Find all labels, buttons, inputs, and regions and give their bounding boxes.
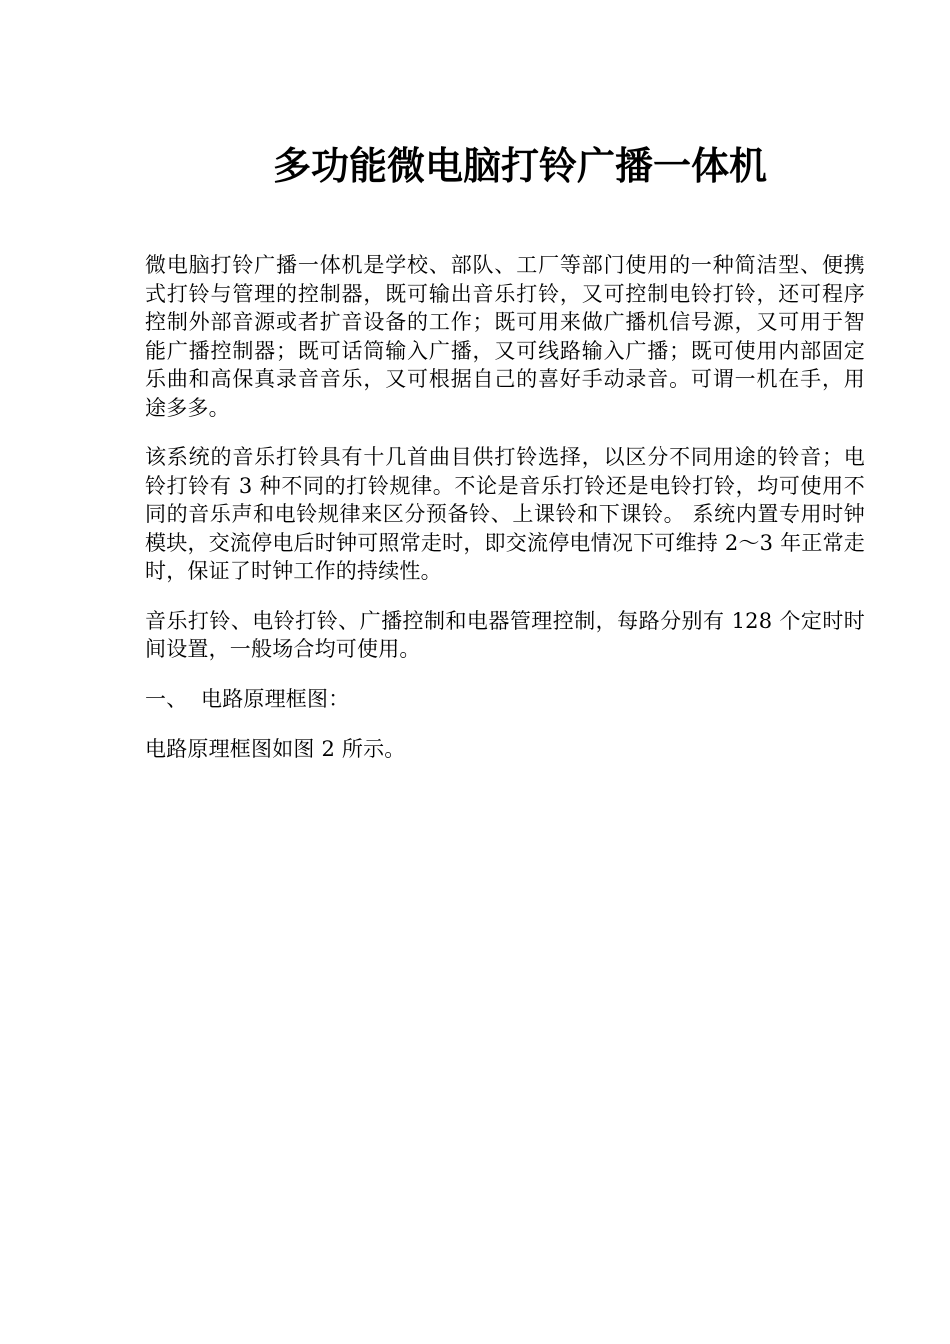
- paragraph-figure-reference: 电路原理框图如图 2 所示。: [145, 737, 406, 761]
- document-title: 多功能微电脑打铃广播一体机: [272, 143, 767, 188]
- section-heading: [145, 685, 865, 714]
- paragraph-intro: 微电脑打铃广播一体机是学校、部队、工厂等部门使用的一种简洁型、便携式打铃与管理的控制器，既可输出音乐打铃，又可控制电铃打铃，还可程序控制外部音源或者扩音设备的工作；既可用来做广播机信号源，又可用于智能广播控制器；既可话筒输入广播，又可线路输入广播；既可使用内部固定乐曲和高保真录音音乐，又可根据自己的喜好手动录音。可谓一机在手，用途多多。: [145, 253, 865, 420]
- document-body: [145, 251, 865, 785]
- paragraph-timer-settings: 音乐打铃、电铃打铃、广播控制和电器管理控制，每路分别有 128 个定时时间设置，一般场合均可使用。: [145, 608, 865, 661]
- section-heading-number: 一、: [145, 686, 188, 711]
- paragraph-music-bell: 该系统的音乐打铃具有十几首曲目供打铃选择，以区分不同用途的铃音；电铃打铃有 3 种不同的打铃规律。不论是音乐打铃还是电铃打铃，均可使用不同的音乐声和电铃规律来区分预备铃、上课铃和下课铃。 系统内置专用时钟模块，交流停电后时钟可照常走时，即交流停电情况下可维持 2～3 年正常走时，保证了时钟工作的持续性。: [145, 445, 865, 583]
- section-heading-text: 电路原理框图：: [201, 686, 350, 711]
